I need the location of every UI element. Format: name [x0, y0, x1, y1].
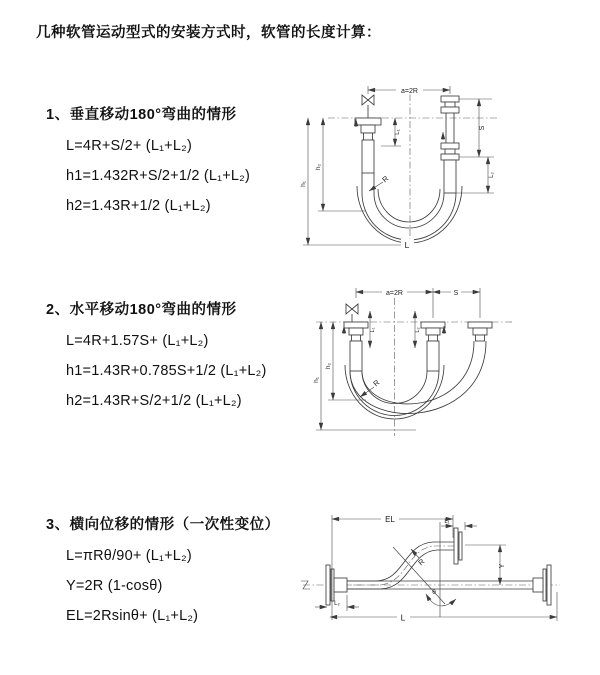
formula-length: L=4R+1.57S+ (L₁+L₂) — [66, 333, 209, 349]
dim-label-h1: h₁ — [313, 377, 320, 383]
formula-y: Y=2R (1-cosθ) — [66, 578, 163, 594]
section-1-formulas — [66, 131, 250, 221]
section-lateral-displacement — [46, 513, 280, 631]
dimension-lines — [303, 86, 494, 245]
dim-label-offset: Y — [499, 563, 506, 569]
diagram-horizontal-180-bend — [308, 278, 593, 453]
dimension-lines — [316, 288, 480, 430]
dim-label-span: a=2R — [386, 290, 403, 297]
diagram-vertical-180-bend — [295, 70, 585, 260]
formula-h1: h1=1.43R+0.785S+1/2 (L₁+L₂) — [66, 363, 267, 379]
radius-label: R — [380, 173, 391, 185]
formula-length: L=4R+S/2+ (L₁+L₂) — [66, 138, 192, 154]
section-2-heading: 2、水平移动180°弯曲的情形 — [46, 302, 237, 318]
formula-el: EL=2Rsinθ+ (L₁+L₂) — [66, 608, 199, 624]
dim-label-el: EL — [385, 515, 395, 524]
section-horizontal-movement — [46, 298, 267, 416]
dim-label-l2: L₂ — [334, 601, 340, 607]
section-3-heading: 3、横向位移的情形（一次性变位） — [46, 517, 280, 533]
hose-drawing — [355, 95, 462, 243]
formula-h1: h1=1.432R+S/2+1/2 (L₁+L₂) — [66, 168, 251, 184]
dim-label-l1: L₁ — [444, 519, 450, 525]
section-2-formulas — [66, 326, 267, 416]
section-vertical-movement — [46, 103, 250, 221]
dim-label-l1: L₁ — [370, 327, 376, 333]
section-3-formulas — [66, 541, 280, 631]
centerlines — [316, 298, 513, 436]
dim-label-l2: L₂ — [415, 327, 421, 333]
dim-label-l1: L₁ — [395, 129, 401, 135]
formula-length: L=πRθ/90+ (L₁+L₂) — [66, 548, 192, 564]
radius-label: R — [371, 377, 382, 389]
formula-h2: h2=1.43R+1/2 (L₁+L₂) — [66, 198, 211, 214]
dim-label-l2: L₂ — [489, 172, 495, 178]
dimension-lines — [315, 515, 557, 621]
valve-icon — [362, 95, 374, 105]
diagram-lateral-displacement — [295, 500, 595, 645]
section-1-heading: 1、垂直移动180°弯曲的情形 — [46, 107, 237, 123]
page-title: 几种软管运动型式的安装方式时，软管的长度计算： — [36, 25, 381, 41]
dim-label-span: a=2R — [401, 88, 418, 95]
formula-h2: h2=1.43R+S/2+1/2 (L₁+L₂) — [66, 393, 242, 409]
dim-label-h1: h₁ — [300, 181, 307, 187]
length-label: L — [400, 612, 406, 623]
dim-label-h2: h₂ — [325, 362, 332, 370]
length-label: L — [404, 240, 410, 250]
hose-drawing — [344, 304, 492, 419]
radius-label: R — [416, 556, 427, 568]
dim-label-stroke: S — [479, 125, 486, 131]
angle-label: θ — [432, 589, 436, 596]
valve-icon — [346, 304, 358, 314]
dim-label-stroke: S — [453, 290, 459, 297]
dim-label-h2: h₂ — [315, 163, 322, 171]
